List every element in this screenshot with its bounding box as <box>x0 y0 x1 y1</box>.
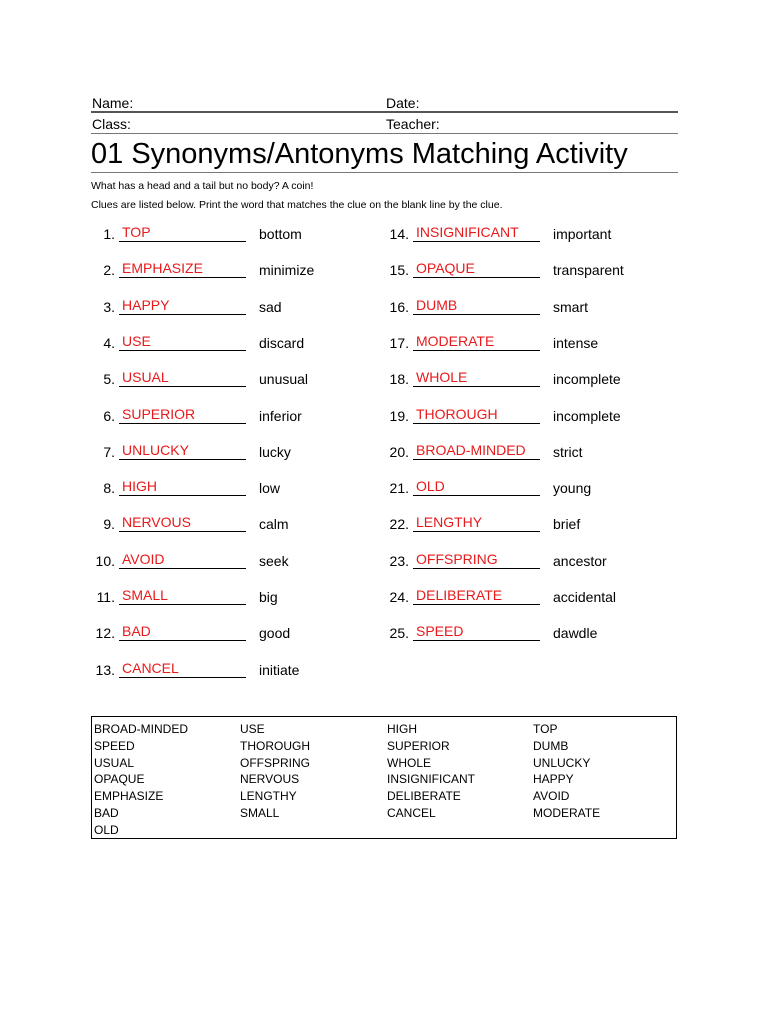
word-bank-word: OLD <box>94 822 119 837</box>
answer-text: USE <box>122 332 151 349</box>
answer-blank-line[interactable] <box>119 531 246 532</box>
answer-text: UNLUCKY <box>122 441 189 458</box>
teacher-label: Teacher: <box>386 116 440 132</box>
clue-text: young <box>553 480 592 497</box>
item-number: 10. <box>95 552 115 569</box>
clue-text: calm <box>259 516 289 533</box>
name-label: Name: <box>92 95 134 111</box>
word-bank-word: TOP <box>533 722 558 736</box>
answer-blank-line[interactable] <box>119 277 246 278</box>
answer-blank-line[interactable] <box>413 568 540 569</box>
word-bank-word: BAD <box>94 806 119 820</box>
answer-blank-line[interactable] <box>413 241 540 242</box>
clue-text: good <box>259 625 291 642</box>
answer-blank-line[interactable] <box>413 531 540 532</box>
word-bank-word: CANCEL <box>387 806 436 820</box>
clue-text: brief <box>553 516 581 533</box>
answer-blank-line[interactable] <box>119 640 246 641</box>
answer-text: OPAQUE <box>416 260 475 277</box>
item-number: 6. <box>103 407 115 424</box>
clue-text: important <box>553 226 612 242</box>
answer-blank-line[interactable] <box>119 241 246 242</box>
answer-text: SUPERIOR <box>122 405 196 422</box>
word-bank-word: DUMB <box>533 738 569 753</box>
answer-text: OLD <box>416 478 445 495</box>
answer-blank-line[interactable] <box>119 604 246 605</box>
answer-blank-line[interactable] <box>413 459 540 460</box>
item-number: 23. <box>389 552 409 569</box>
answer-text: SPEED <box>416 623 464 640</box>
clue-text: minimize <box>259 262 315 279</box>
answer-blank-line[interactable] <box>413 277 540 278</box>
date-label: Date: <box>386 95 420 111</box>
clue-text: transparent <box>553 262 624 279</box>
word-bank-word: OFFSPRING <box>240 755 311 770</box>
answer-text: LENGTHY <box>416 514 483 531</box>
word-bank-word: NERVOUS <box>240 772 300 787</box>
clue-text: ancestor <box>553 552 607 569</box>
clue-text: incomplete <box>553 371 621 388</box>
answer-text: SMALL <box>122 587 168 603</box>
item-number: 21. <box>389 480 409 497</box>
clue-text: intense <box>553 334 599 351</box>
answer-blank-line[interactable] <box>413 495 540 496</box>
answer-blank-line[interactable] <box>119 314 246 315</box>
clue-text: unusual <box>259 371 309 388</box>
item-number: 22. <box>389 516 409 533</box>
clue-text: smart <box>553 298 588 315</box>
answer-text: BAD <box>122 623 151 640</box>
answer-blank-line[interactable] <box>413 423 540 424</box>
answer-text: OFFSPRING <box>416 550 498 567</box>
word-bank-word: SMALL <box>240 806 280 820</box>
header-divider-class <box>91 133 678 134</box>
answer-blank-line[interactable] <box>119 495 246 496</box>
item-number: 1. <box>103 226 115 242</box>
clue-text: low <box>259 480 281 497</box>
answer-blank-line[interactable] <box>119 350 246 351</box>
answer-text: BROAD-MINDED <box>416 441 526 458</box>
answer-blank-line[interactable] <box>119 459 246 460</box>
item-number: 15. <box>389 262 409 279</box>
answer-text: CANCEL <box>122 659 179 676</box>
item-number: 16. <box>389 298 409 315</box>
answer-blank-line[interactable] <box>413 604 540 605</box>
clue-text: inferior <box>259 407 302 424</box>
class-label: Class: <box>92 116 131 132</box>
word-bank-word: WHOLE <box>387 755 432 770</box>
answer-text: HIGH <box>122 478 157 495</box>
word-bank-word: MODERATE <box>533 806 601 820</box>
item-number: 2. <box>103 262 115 279</box>
answer-blank-line[interactable] <box>413 314 540 315</box>
word-bank-word: USE <box>240 722 265 736</box>
clue-text: dawdle <box>553 625 598 642</box>
riddle-text: What has a head and a tail but no body? A coin! <box>91 180 314 192</box>
word-bank-word: UNLUCKY <box>533 755 591 770</box>
clue-text: bottom <box>259 226 302 242</box>
item-number: 20. <box>389 443 409 460</box>
item-number: 3. <box>103 298 115 315</box>
item-number: 14. <box>389 226 409 242</box>
clue-text: strict <box>553 443 583 460</box>
clue-text: lucky <box>259 443 291 460</box>
answer-text: USUAL <box>122 369 169 386</box>
item-number: 9. <box>103 516 115 533</box>
item-number: 11. <box>96 589 115 605</box>
word-bank-word: USUAL <box>94 755 135 770</box>
answer-blank-line[interactable] <box>119 423 246 424</box>
answer-text: DUMB <box>416 296 458 313</box>
word-bank-word: EMPHASIZE <box>94 789 164 804</box>
item-number: 25. <box>389 625 409 642</box>
clue-text: incomplete <box>553 407 621 424</box>
clue-text: big <box>259 589 278 605</box>
item-number: 7. <box>103 443 115 460</box>
answer-blank-line[interactable] <box>119 568 246 569</box>
word-bank-word: OPAQUE <box>94 772 145 787</box>
answer-blank-line[interactable] <box>119 677 246 678</box>
word-bank <box>91 716 677 839</box>
answer-text: THOROUGH <box>416 405 498 422</box>
answer-blank-line[interactable] <box>413 640 540 641</box>
instructions-text: Clues are listed below. Print the word that matches the clue on the blank line by the clue. <box>91 199 503 211</box>
clue-text: initiate <box>259 661 300 678</box>
answer-blank-line[interactable] <box>119 386 246 387</box>
answer-text: AVOID <box>122 550 165 567</box>
answer-text: DELIBERATE <box>416 587 503 603</box>
word-bank-word: SPEED <box>94 738 135 753</box>
clue-text: seek <box>259 552 289 569</box>
clue-text: accidental <box>553 589 617 605</box>
word-bank-word: HIGH <box>387 722 417 736</box>
answer-text: EMPHASIZE <box>122 260 203 277</box>
item-number: 12. <box>95 625 115 642</box>
word-bank-word: INSIGNIFICANT <box>387 772 476 787</box>
item-number: 24. <box>389 589 409 605</box>
item-number: 4. <box>103 334 115 351</box>
answer-text: HAPPY <box>122 296 170 313</box>
item-number: 17. <box>389 334 409 351</box>
clue-text: discard <box>259 334 305 351</box>
answer-blank-line[interactable] <box>413 350 540 351</box>
answer-text: NERVOUS <box>122 514 191 531</box>
answer-text: TOP <box>122 224 151 240</box>
item-number: 13. <box>95 661 115 678</box>
item-number: 18. <box>389 371 409 388</box>
clue-text: sad <box>259 298 282 315</box>
word-bank-word: LENGTHY <box>240 789 297 804</box>
answer-text: MODERATE <box>416 332 495 349</box>
word-bank-word: THOROUGH <box>240 738 310 753</box>
item-number: 19. <box>389 407 409 424</box>
word-bank-word: AVOID <box>533 789 570 804</box>
item-number: 8. <box>103 480 115 497</box>
answer-blank-line[interactable] <box>413 386 540 387</box>
item-number: 5. <box>103 371 115 388</box>
word-bank-word: SUPERIOR <box>387 738 450 753</box>
word-bank-word: BROAD-MINDED <box>94 722 189 736</box>
answer-text: INSIGNIFICANT <box>416 224 519 240</box>
answer-text: WHOLE <box>416 369 468 386</box>
word-bank-word: DELIBERATE <box>387 789 461 804</box>
header-divider-name <box>91 111 678 113</box>
word-bank-word: HAPPY <box>533 772 574 787</box>
title-divider <box>91 172 678 173</box>
page-title: 01 Synonyms/Antonyms Matching Activity <box>91 138 628 170</box>
